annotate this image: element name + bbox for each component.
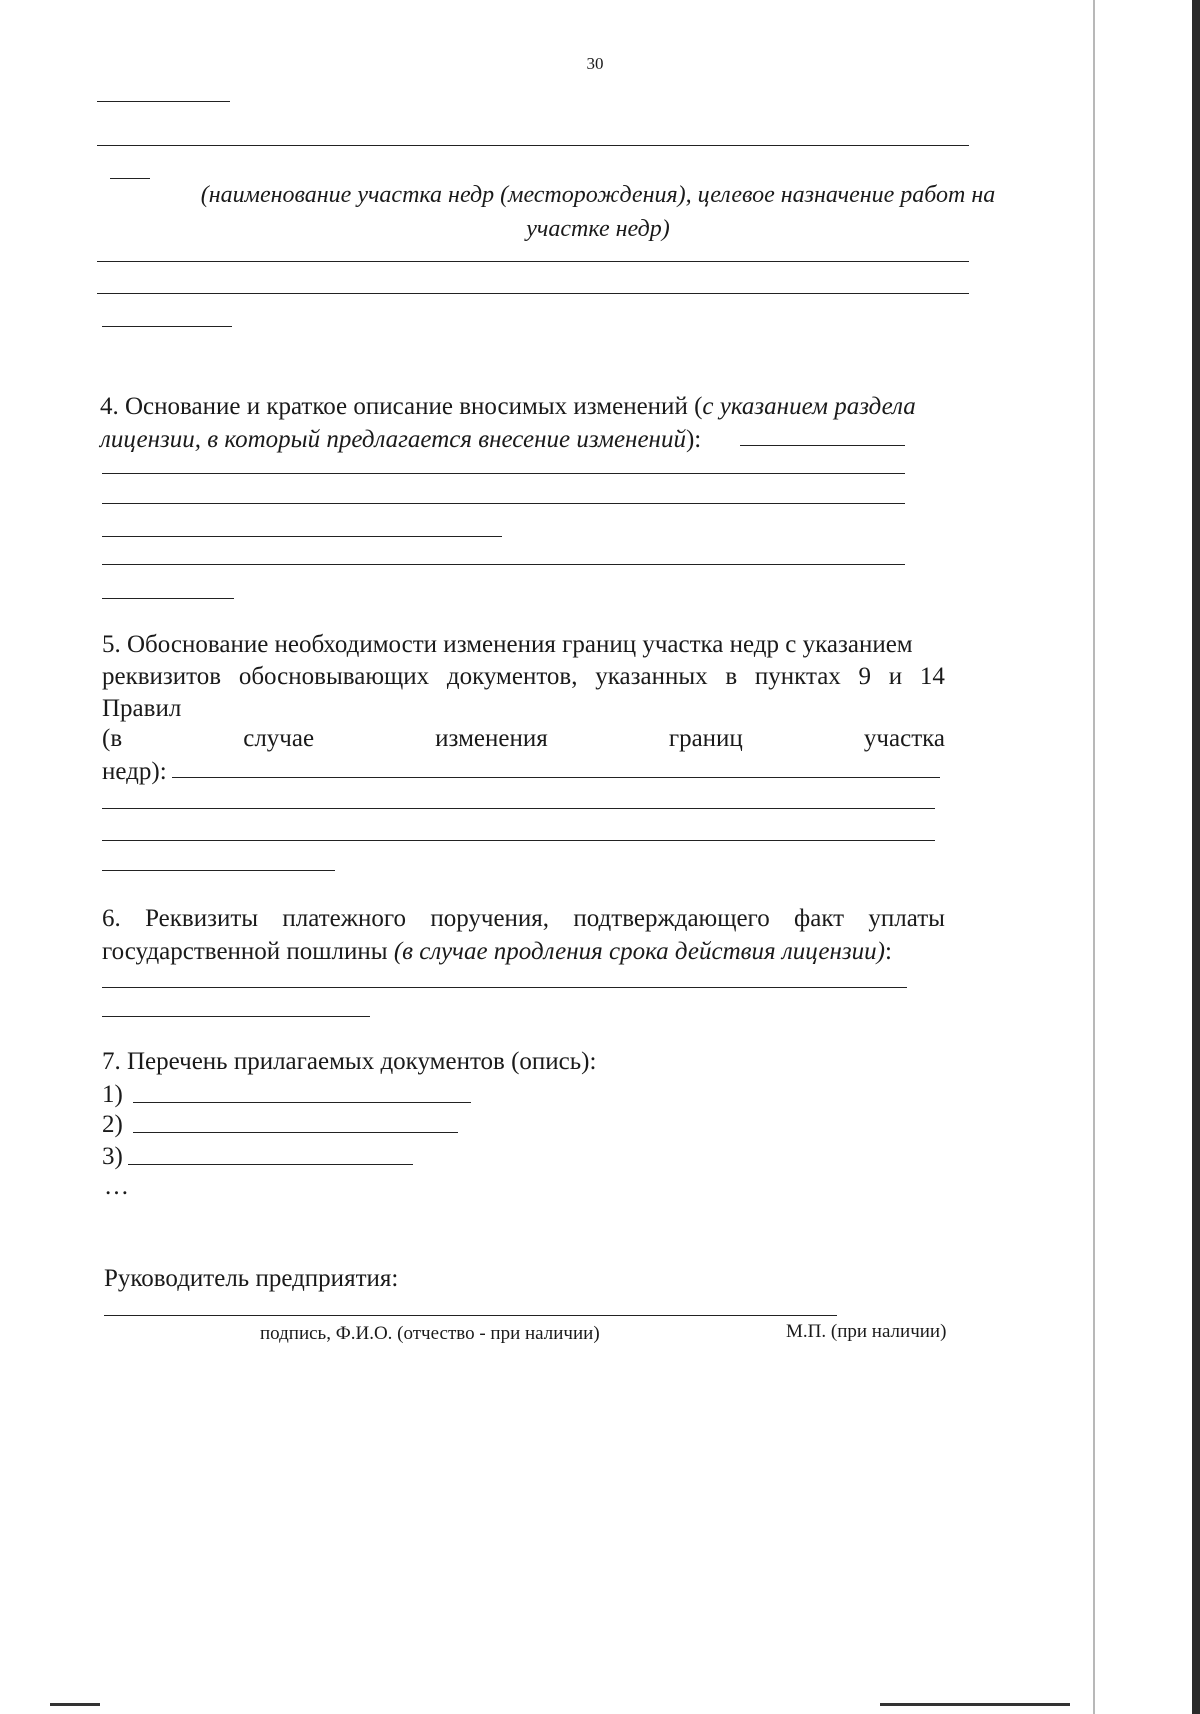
scan-mark bbox=[50, 1703, 100, 1706]
fill-line bbox=[172, 777, 940, 778]
section-5-line-3: Правил bbox=[102, 695, 182, 722]
attachment-item-number: 1) bbox=[102, 1081, 123, 1108]
fill-line bbox=[102, 1016, 370, 1017]
attachment-fill-line bbox=[133, 1102, 471, 1103]
signature-line bbox=[104, 1315, 837, 1316]
fill-line bbox=[97, 145, 969, 146]
attachment-fill-line bbox=[133, 1132, 458, 1133]
fill-line bbox=[102, 808, 935, 809]
attachment-fill-line bbox=[128, 1164, 413, 1165]
section-5-line-5: недр): bbox=[102, 758, 167, 785]
section-6-note: (в случае продления срока действия лицензии) bbox=[393, 938, 885, 965]
fill-line bbox=[740, 445, 905, 446]
section-6-text: государственной пошлины bbox=[102, 938, 394, 965]
word: участка bbox=[863, 725, 945, 752]
signature-caption: подпись, Ф.И.О. (отчество - при наличии) bbox=[260, 1323, 600, 1344]
section-4-note: с указанием раздела bbox=[702, 393, 916, 420]
word: документов, bbox=[446, 663, 578, 690]
word: 14 bbox=[919, 663, 945, 690]
section-4-heading bbox=[100, 390, 916, 423]
word: изменения bbox=[435, 725, 548, 752]
scan-mark bbox=[880, 1703, 1070, 1706]
fill-line bbox=[102, 564, 905, 565]
attachment-item-number: 3) bbox=[102, 1143, 123, 1170]
fill-line bbox=[97, 101, 230, 102]
attachment-ellipsis: … bbox=[104, 1173, 129, 1200]
section-6-line-2 bbox=[102, 935, 892, 968]
section-4-note: лицензии, в который предлагается внесение изменений bbox=[100, 426, 686, 453]
word: платежного bbox=[282, 905, 406, 932]
word: пунктах bbox=[754, 663, 841, 690]
head-of-enterprise-label: Руководитель предприятия: bbox=[104, 1265, 399, 1292]
section-4-text: 4. Основание и краткое описание вносимых изменений ( bbox=[100, 393, 703, 420]
word: факт bbox=[794, 905, 845, 932]
fill-line bbox=[102, 870, 335, 871]
fill-line bbox=[102, 987, 907, 988]
word: 9 bbox=[858, 663, 872, 690]
word: 6. bbox=[102, 905, 121, 932]
field-caption bbox=[98, 178, 1098, 246]
section-6-heading bbox=[102, 902, 945, 935]
fill-line bbox=[97, 293, 969, 294]
page-number: 30 bbox=[586, 54, 604, 73]
fill-line bbox=[102, 598, 234, 599]
section-6-text: : bbox=[884, 938, 892, 965]
section-4-text: ): bbox=[685, 426, 702, 453]
section-5-heading: 5. Обоснование необходимости изменения границ участка недр с указанием bbox=[102, 631, 913, 658]
fill-line bbox=[102, 326, 232, 327]
word: реквизитов bbox=[102, 663, 222, 690]
section-7-heading: 7. Перечень прилагаемых документов (опись): bbox=[102, 1048, 597, 1075]
fill-line bbox=[102, 536, 502, 537]
word: и bbox=[888, 663, 903, 690]
fill-line bbox=[102, 840, 935, 841]
section-5-line-4 bbox=[102, 722, 945, 755]
word: границ bbox=[668, 725, 743, 752]
fill-line bbox=[97, 261, 969, 262]
word: (в bbox=[102, 725, 123, 752]
fill-line bbox=[102, 473, 905, 474]
word: подтверждающего bbox=[573, 905, 770, 932]
word: Реквизиты bbox=[145, 905, 259, 932]
word: уплаты bbox=[868, 905, 945, 932]
word: поручения, bbox=[430, 905, 550, 932]
word: в bbox=[725, 663, 738, 690]
caption-line: участке недр) bbox=[526, 216, 670, 242]
fill-line bbox=[102, 503, 905, 504]
caption-line: (наименование участка недр (месторождения), целевое назначение работ на bbox=[200, 182, 996, 208]
word: обосновывающих bbox=[238, 663, 430, 690]
word: указанных bbox=[595, 663, 708, 690]
scan-edge bbox=[1093, 0, 1095, 1714]
stamp-caption: М.П. (при наличии) bbox=[786, 1321, 947, 1342]
section-5-line-2 bbox=[102, 660, 945, 693]
word: случае bbox=[243, 725, 315, 752]
attachment-item-number: 2) bbox=[102, 1111, 123, 1138]
scan-border bbox=[1192, 0, 1200, 1714]
section-4-line-2 bbox=[100, 423, 701, 456]
